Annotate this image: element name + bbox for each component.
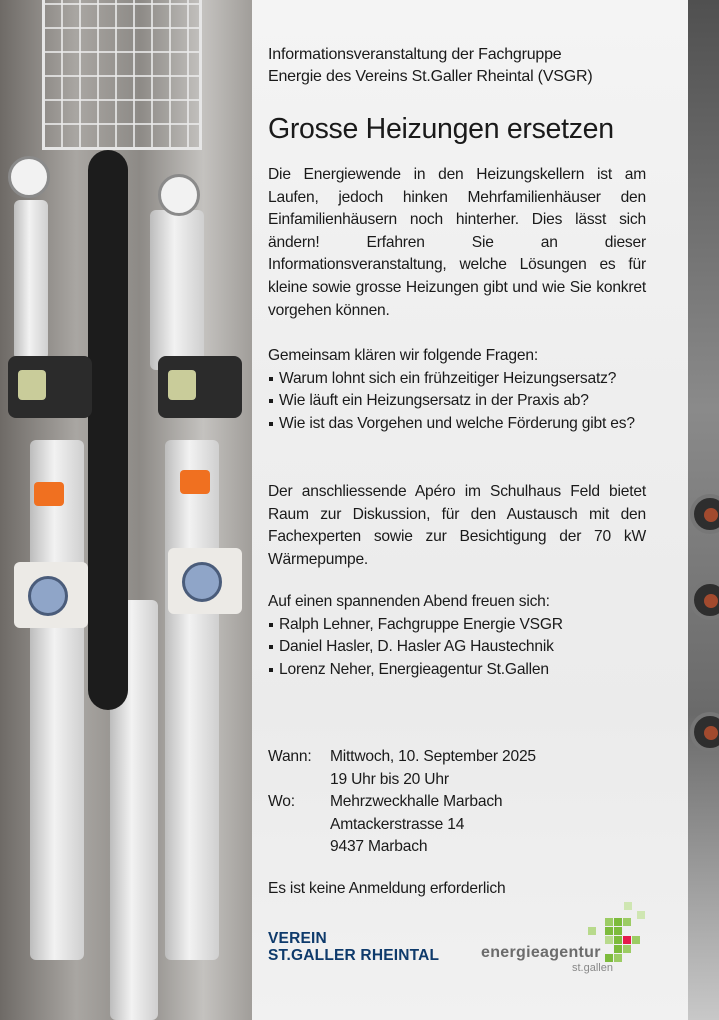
question-item: Warum lohnt sich ein frühzeitiger Heizungsersatz? (268, 368, 646, 391)
subtitle-line: Energie des Vereins St.Galler Rheintal (VSGR) (268, 68, 593, 85)
questions-section (268, 345, 646, 435)
pipe (30, 440, 84, 960)
ea-logo-sub: st.gallen (572, 962, 613, 974)
valve-actuator (168, 548, 242, 614)
valve (180, 470, 210, 494)
where-label: Wo: (268, 793, 295, 811)
vsgr-logo-line: VEREIN (268, 930, 327, 947)
heating-room-photo (0, 0, 254, 1020)
apero-paragraph: Der anschliessende Apéro im Schulhaus Feld bietet Raum zur Diskussion, für den Austausch mit den Fachexperten sowie zur Besichtigung der 70 kW Wärmepumpe. (268, 483, 646, 568)
registration-note: Es ist keine Anmeldung erforderlich (268, 880, 506, 897)
pressure-gauge (158, 174, 200, 216)
vsgr-logo (268, 930, 439, 964)
host-item: Lorenz Neher, Energieagentur St.Gallen (268, 659, 646, 682)
ea-logo-name: energieagentur (481, 944, 601, 961)
vsgr-logo-line: ST.GALLER RHEINTAL (268, 947, 440, 964)
question-item: Wie ist das Vorgehen und welche Förderung gibt es? (268, 413, 646, 436)
event-time: 19 Uhr bis 20 Uhr (330, 770, 449, 788)
page-title: Grosse Heizungen ersetzen (268, 113, 614, 145)
circulation-pump (8, 356, 92, 418)
event-street: Amtackerstrasse 14 (330, 815, 465, 833)
event-details (268, 746, 646, 859)
circulation-pump (158, 356, 242, 418)
when-label: Wann: (268, 748, 312, 765)
pipe (150, 210, 204, 370)
pressure-gauge (8, 156, 50, 198)
intro-paragraph: Die Energiewende in den Heizungskellern ist am Laufen, jedoch hinken Mehrfamilienhäuser den Einfamilienhäusern noch hinterher. Dies lässt sich ändern! Erfahren Sie an dieser Informationsveranstaltung, welche Lösungen es für kleine sowie grosse Heizungen gibt und wie Sie konkret vorgehen können. (268, 166, 646, 319)
cable-bundle (88, 150, 128, 710)
event-city: 9437 Marbach (330, 838, 428, 856)
event-subtitle (268, 44, 646, 88)
hosts-section (268, 591, 646, 681)
event-date: Mittwoch, 10. September 2025 (330, 748, 536, 765)
valve-actuator (14, 562, 88, 628)
subtitle-line: Informationsveranstaltung der Fachgruppe (268, 46, 562, 63)
event-venue: Mehrzweckhalle Marbach (330, 793, 503, 811)
question-item: Wie läuft ein Heizungsersatz in der Praxis ab? (268, 390, 646, 413)
valve (34, 482, 64, 506)
host-item: Ralph Lehner, Fachgruppe Energie VSGR (268, 614, 646, 637)
host-item: Daniel Hasler, D. Hasler AG Haustechnik (268, 636, 646, 659)
pipe (165, 440, 219, 960)
questions-heading: Gemeinsam klären wir folgende Fragen: (268, 347, 538, 364)
cable-tray (42, 0, 202, 150)
hosts-heading: Auf einen spannenden Abend freuen sich: (268, 593, 550, 610)
pipe (14, 200, 48, 360)
